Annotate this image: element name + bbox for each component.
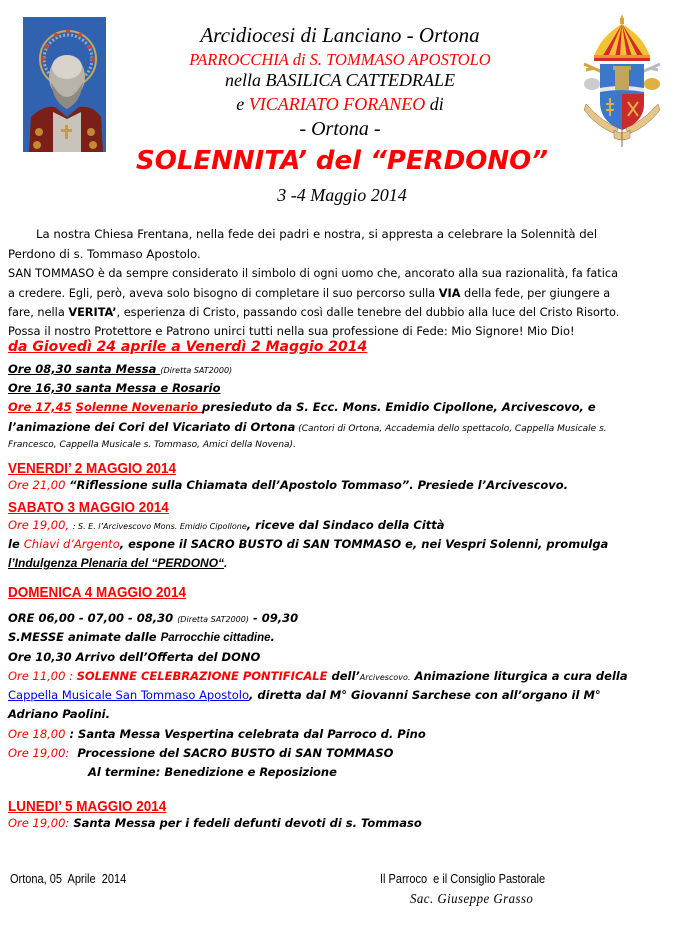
sunday-text: Animazione liturgica a cura della (410, 669, 628, 683)
place-date: Ortona, 05 Aprile 2014 (10, 872, 127, 886)
intro-p2-line1: SAN TOMMASO è da sempre considerato il simbolo di ogni uomo che, ancorato alla sua razionalità, fa fatica (8, 267, 619, 280)
saturday-heading: SABATO 3 MAGGIO 2014 (8, 499, 169, 516)
novena-line3 (8, 400, 596, 414)
silver-keys: Chiavi d’Argento (23, 537, 120, 551)
archbishop-small: : S. E. l’Arcivescovo Mons. Emidio Cipollone (72, 522, 247, 531)
saint-thomas-bust-image (23, 17, 106, 152)
novena-line4 (8, 420, 607, 434)
broadcast-note: (Diretta SAT2000) (177, 615, 249, 624)
time-2100: Ore 21,00 (8, 478, 70, 492)
monday-heading: LUNEDI’ 5 MAGGIO 2014 (8, 798, 167, 815)
period: . (270, 630, 275, 644)
verita-emphasis: VERITA’ (68, 306, 117, 319)
procession-text: Processione del SACRO BUSTO di SAN TOMMASO (69, 746, 394, 760)
choirs-list: (Cantori di Ortona, Accademia dello spettacolo, Cappella Musicale s. (295, 424, 607, 434)
saturday-line2 (8, 537, 608, 551)
basilica-line (130, 70, 550, 91)
sunday-line3: Ore 10,30 Arrivo dell’Offerta del DONO (8, 650, 261, 664)
archbishop-small: Arcivescovo. (359, 673, 411, 682)
signature: Sac. Giuseppe Grasso (410, 892, 534, 907)
sunday-text: : Santa Messa Vespertina celebrata dal Parroco d. Pino (65, 727, 426, 741)
novena-line5: Francesco, Cappella Musicale s. Tommaso, Amici della Novena). (8, 440, 296, 450)
sunday-line2 (8, 630, 275, 644)
event-title: SOLENNITA’ del “PERDONO” (136, 146, 548, 176)
time-1900: Ore 19,00, (8, 518, 73, 532)
friday-text: “Riflessione sulla Chiamata dell’Apostolo Tommaso”. Presiede l’Arcivescovo. (69, 478, 569, 492)
novenario-event: Solenne Novenario (75, 400, 203, 414)
mass-0830: Ore 08,30 santa Messa (8, 362, 161, 376)
novena-heading: da Giovedì 24 aprile a Venerdì 2 Maggio 2014 (8, 339, 368, 355)
intro-text: , esperienza di Cristo, passando così dalle tenebre del dubbio alla luce del Cristo Risorto. (116, 306, 620, 319)
cappella-musicale-link[interactable]: Cappella Musicale San Tommaso Apostolo (8, 688, 250, 702)
novena-presider: presieduto da S. Ecc. Mons. Emidio Cipollone, Arcivescovo, e (202, 400, 596, 414)
parish-name: PARROCCHIA di S. TOMMASO APOSTOLO (189, 50, 491, 69)
coat-of-arms-emblem (582, 12, 662, 147)
vicariate-prefix: e (236, 94, 245, 114)
intro-p3: Possa il nostro Protettore e Patrono unirci tutti nella sua professione di Fede: Mio Signore! Mio Dio! (8, 324, 575, 338)
saturday-line1 (8, 518, 445, 532)
intro-text: a credere. Egli, però, aveva solo bisogno di completare il suo percorso sulla (8, 287, 439, 300)
time-1745: Ore 17,45 (8, 400, 72, 414)
sunday-line7 (8, 727, 426, 741)
vicariate-line (130, 94, 550, 115)
time-1900: Ore 19,00: (8, 816, 70, 830)
time-1100: Ore 11,00 : (8, 669, 77, 683)
intro-p2-line3 (8, 303, 619, 323)
intro-p1-line1: La nostra Chiesa Frentana, nella fede dei padri e nostra, si appresta a celebrare la Solennità del (36, 227, 598, 241)
intro-p2-line2 (8, 284, 610, 304)
time-1800: Ore 18,00 (8, 727, 66, 741)
sunday-text: , diretta dal M° Giovanni Sarchese con all’organo il M° (249, 688, 601, 702)
time-1900: Ore 19,00: (8, 746, 70, 760)
basilica-prefix: nella (224, 70, 261, 90)
event-dates: 3 -4 Maggio 2014 (277, 185, 407, 205)
saturday-text: le (8, 537, 24, 551)
sunday-text: dell’ (327, 669, 360, 683)
pontifical-celebration: SOLENNE CELEBRAZIONE PONTIFICALE (76, 669, 328, 683)
mass-times: ORE 06,00 - 07,00 - 08,30 (8, 611, 178, 625)
saturday-text: , espone il SACRO BUSTO di SAN TOMMASO e, nei Vespri Solenni, promulga (119, 537, 609, 551)
sunday-line1 (8, 611, 298, 625)
sunday-line9: Al termine: Benedizione e Reposizione (88, 765, 337, 779)
intro-text: fare, nella (8, 306, 69, 319)
intro-text: della fede, per giungere a (460, 287, 611, 300)
city-line: - Ortona - (299, 118, 381, 140)
saturday-text: , riceve dal Sindaco della Città (246, 518, 445, 532)
monday-line (8, 816, 422, 830)
via-emphasis: VIA (438, 287, 461, 300)
sunday-heading: DOMENICA 4 MAGGIO 2014 (8, 584, 187, 601)
signatory: Il Parroco e il Consiglio Pastorale (380, 872, 546, 886)
novena-line2: Ore 16,30 santa Messa e Rosario (8, 381, 221, 395)
novena-line1 (8, 362, 232, 376)
indulgence-text: l’Indulgenza Plenaria del “PERDONO“ (8, 556, 225, 570)
period: . (224, 556, 228, 570)
sunday-line6: Adriano Paolini. (8, 707, 110, 721)
friday-heading: VENERDI’ 2 MAGGIO 2014 (8, 460, 177, 477)
sunday-line5 (8, 688, 601, 702)
choirs-text: l’animazione dei Cori del Vicariato di Ortona (8, 420, 296, 434)
broadcast-note: (Diretta SAT2000) (160, 366, 233, 375)
sunday-line4 (8, 669, 628, 683)
vicariate-name: VICARIATO FORANEO (248, 94, 426, 114)
sunday-text: S.MESSE animate dalle (8, 630, 161, 644)
intro-p1-line2: Perdono di s. Tommaso Apostolo. (8, 247, 201, 261)
saturday-line3 (8, 556, 227, 570)
parishes: Parrocchie cittadine (160, 632, 271, 644)
monday-text: Santa Messa per i fedeli defunti devoti di s. Tommaso (69, 816, 422, 830)
basilica-name: BASILICA CATTEDRALE (265, 70, 455, 90)
sunday-line8 (8, 746, 393, 760)
friday-line (8, 478, 568, 492)
mass-times: - 09,30 (248, 611, 299, 625)
vicariate-suffix: di (429, 94, 444, 114)
archdiocese-title: Arcidiocesi di Lanciano - Ortona (200, 23, 480, 47)
